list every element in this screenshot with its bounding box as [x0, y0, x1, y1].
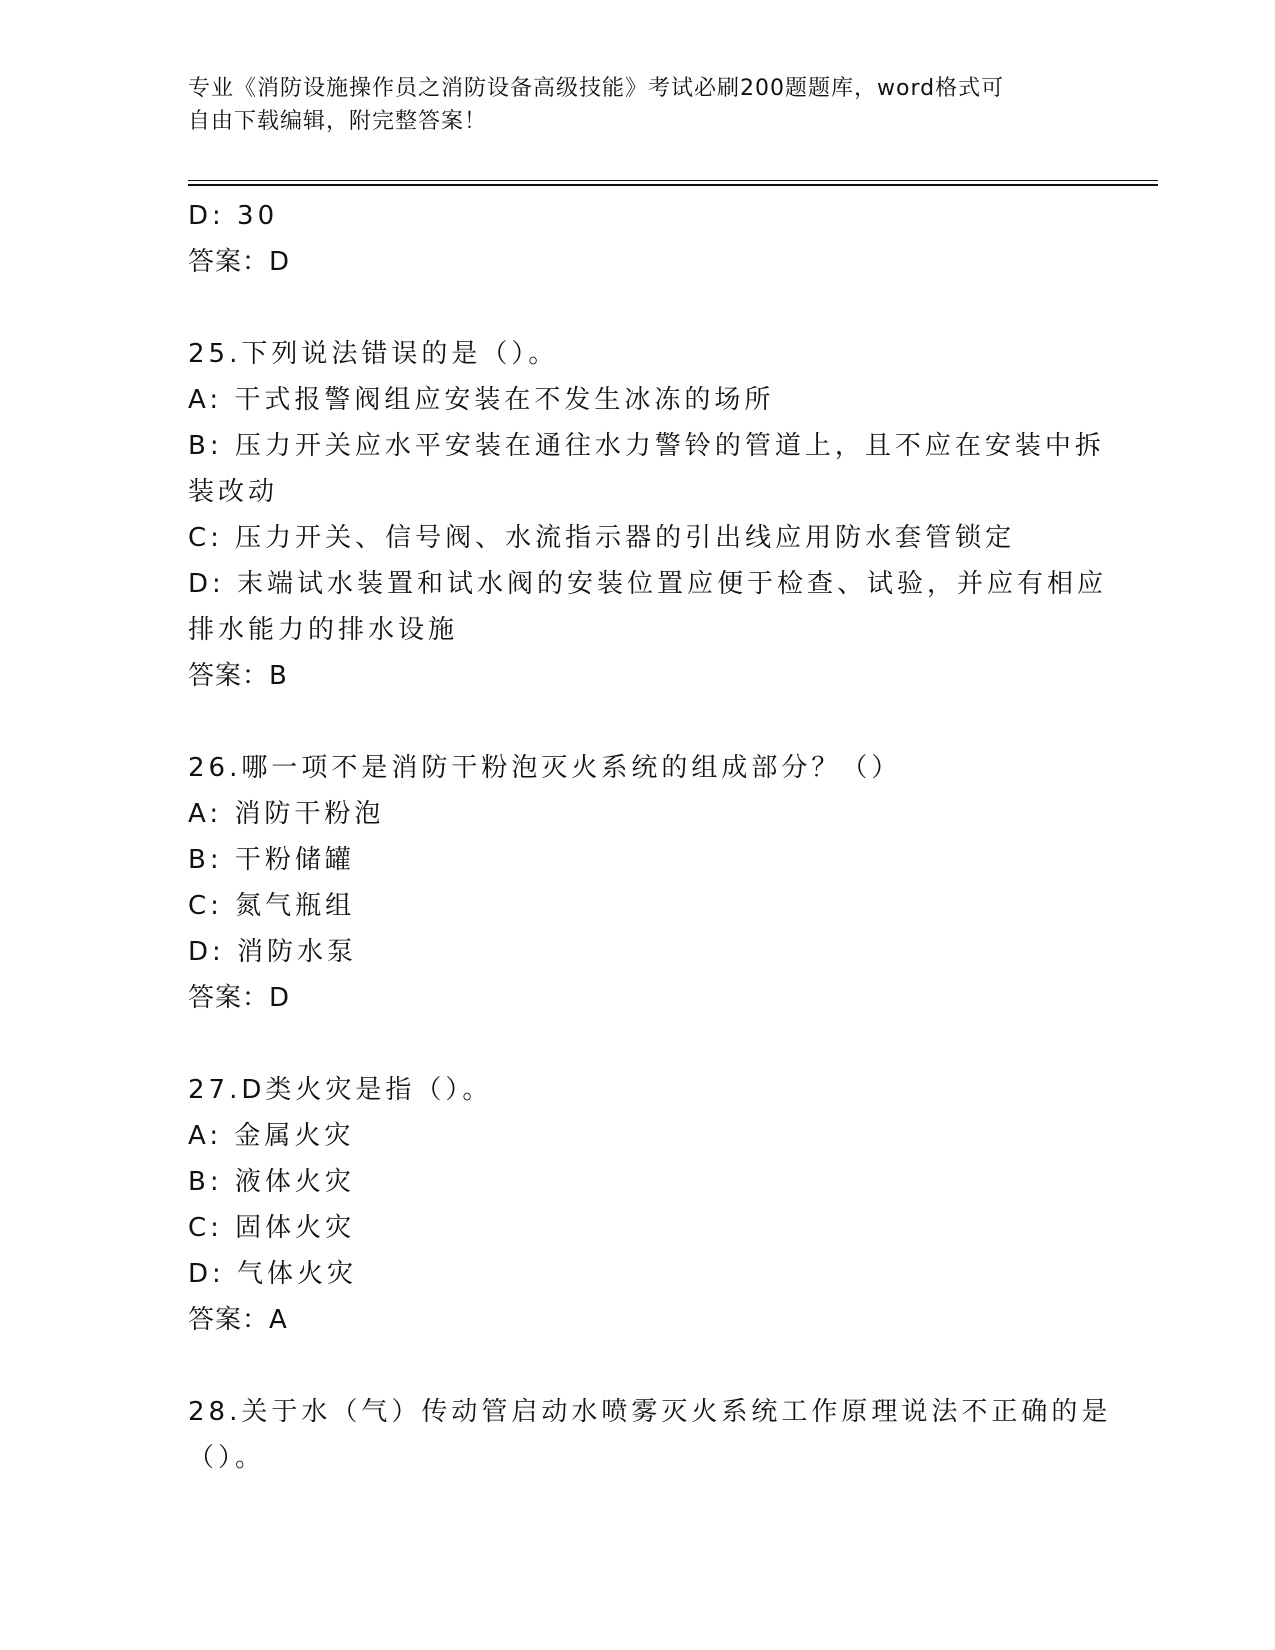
option-a: A: 金属火灾 — [188, 1121, 355, 1151]
question-stem: 26.哪一项不是消防干粉泡灭火系统的组成部分？（） — [188, 753, 902, 783]
option-c: C: 氮气瓶组 — [188, 891, 356, 921]
answer: 答案：A — [188, 1305, 288, 1335]
question-28 — [188, 1389, 1112, 1481]
prev-option-d: D: 30 — [188, 201, 279, 231]
question-stem-cont: （）。 — [188, 1443, 266, 1473]
option-c: C: 压力开关、信号阀、水流指示器的引出线应用防水套管锁定 — [188, 523, 1016, 553]
header-divider-thick — [188, 184, 1158, 186]
question-25 — [188, 331, 1108, 699]
option-d: D: 消防水泵 — [188, 937, 358, 967]
option-b: B: 干粉储罐 — [188, 845, 355, 875]
spacer — [188, 699, 1088, 745]
prev-answer: 答案：D — [188, 247, 291, 277]
question-27 — [188, 1067, 1088, 1343]
option-d: D: 气体火灾 — [188, 1259, 358, 1289]
question-stem: 25.下列说法错误的是（）。 — [188, 339, 559, 369]
option-d-cont: 排水能力的排水设施 — [188, 615, 459, 645]
option-c: C: 固体火灾 — [188, 1213, 356, 1243]
answer: 答案：B — [188, 661, 288, 691]
option-a: A: 消防干粉泡 — [188, 799, 385, 829]
header-line-1: 专业《消防设施操作员之消防设备高级技能》考试必刷200题题库，word格式可 — [188, 76, 1005, 101]
option-a: A: 干式报警阀组应安装在不发生冰冻的场所 — [188, 385, 775, 415]
spacer — [188, 1021, 1088, 1067]
question-stem: 27.D类火灾是指（）。 — [188, 1075, 493, 1105]
spacer — [188, 1343, 1088, 1389]
option-b: B: 压力开关应水平安装在通往水力警铃的管道上，且不应在安装中拆 — [188, 431, 1105, 461]
option-b: B: 液体火灾 — [188, 1167, 355, 1197]
option-b-cont: 装改动 — [188, 477, 279, 507]
question-list — [188, 193, 1112, 1481]
spacer — [188, 285, 1088, 331]
answer: 答案：D — [188, 983, 291, 1013]
header-divider-thin — [188, 180, 1158, 181]
question-26 — [188, 745, 1088, 1021]
document-header — [188, 72, 1088, 138]
question-stem: 28.关于水（气）传动管启动水喷雾灭火系统工作原理说法不正确的是 — [188, 1397, 1112, 1427]
header-line-2: 自由下载编辑，附完整答案！ — [188, 109, 488, 134]
option-d: D: 末端试水装置和试水阀的安装位置应便于检查、试验，并应有相应 — [188, 569, 1108, 599]
